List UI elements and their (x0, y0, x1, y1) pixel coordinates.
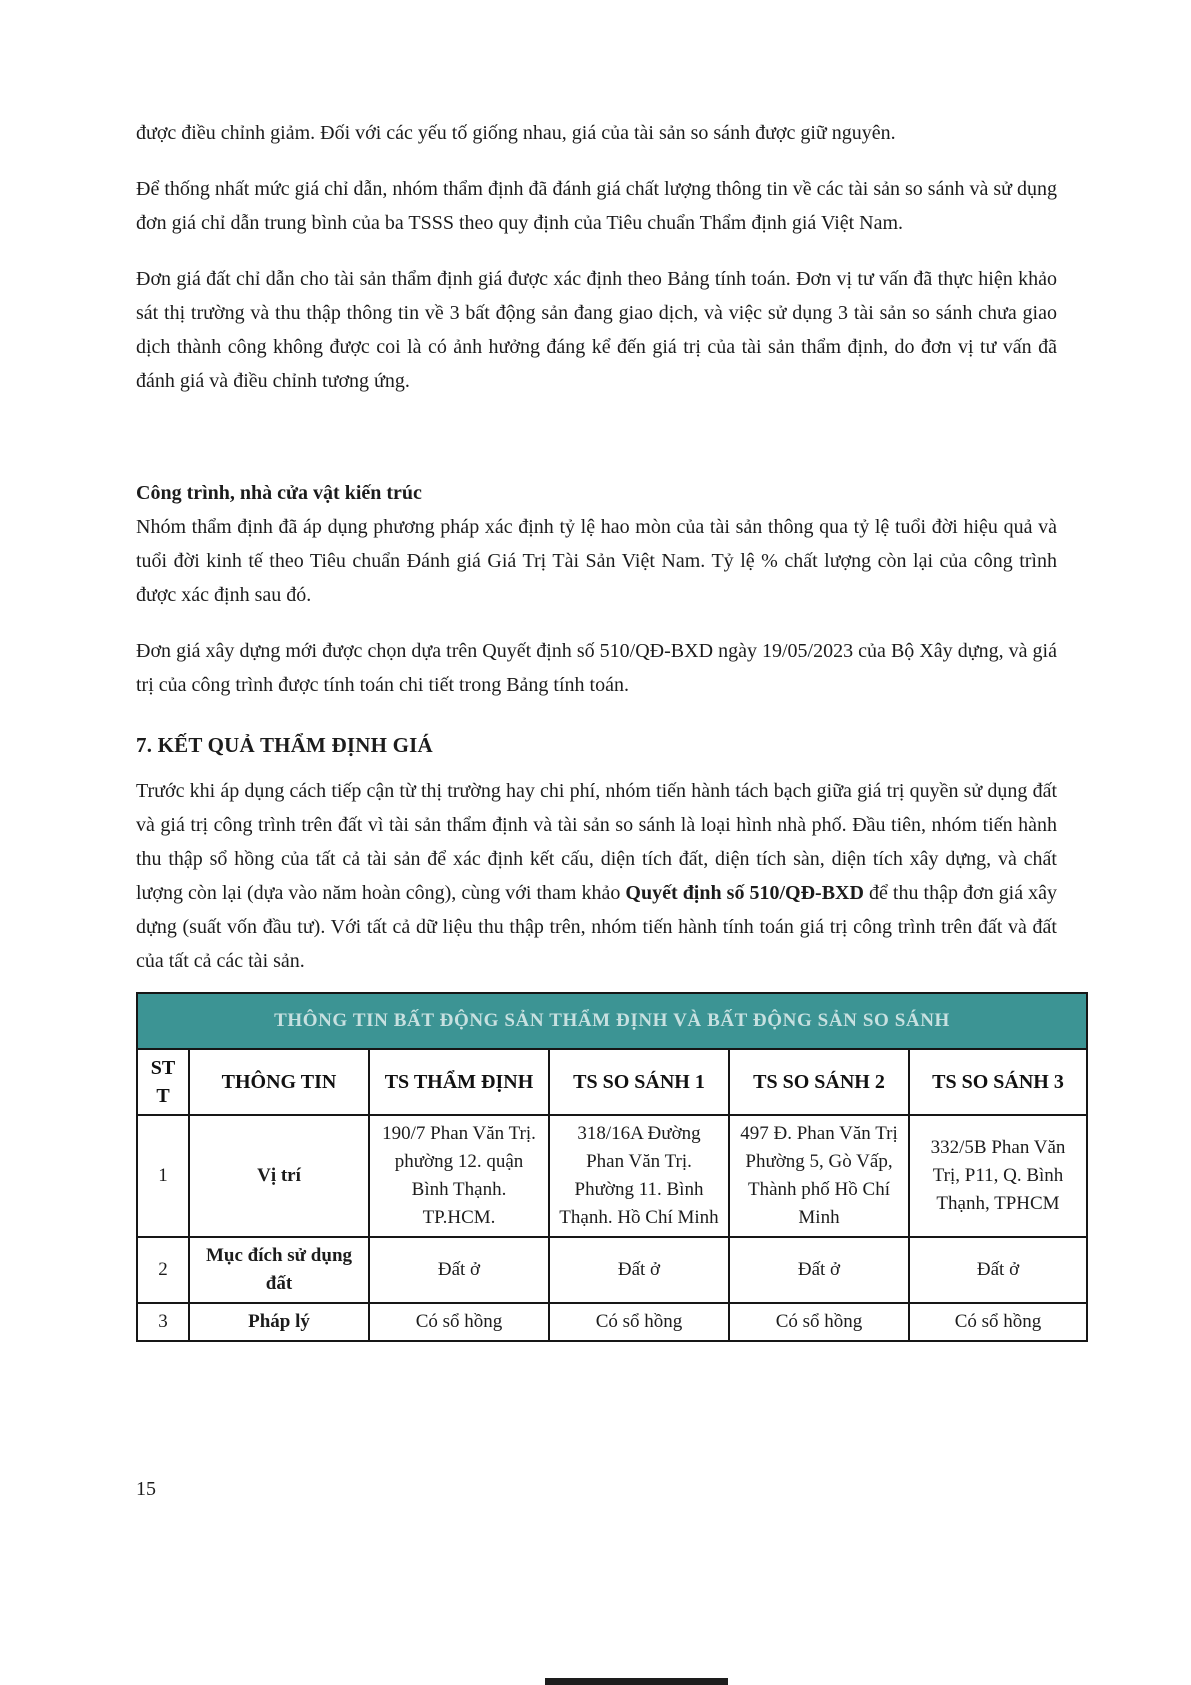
location-comp-3: 332/5B Phan Văn Trị, P11, Q. Bình Thạnh, TPHCM (909, 1115, 1087, 1237)
next-page-table-edge (545, 1678, 728, 1685)
table-title-row (137, 993, 1087, 1049)
col-header-ts-tham-dinh: TS THẨM ĐỊNH (369, 1049, 549, 1115)
legal-comp-2: Có sổ hồng (729, 1303, 909, 1341)
land-use-comp-1: Đất ở (549, 1237, 729, 1303)
location-subject: 190/7 Phan Văn Trị. phường 12. quận Bình Thạnh. TP.HCM. (369, 1115, 549, 1237)
table-row-location (137, 1115, 1087, 1237)
paragraph-valuation-approach (136, 774, 1057, 978)
row-number: 1 (137, 1115, 189, 1237)
land-use-comp-2: Đất ở (729, 1237, 909, 1303)
row-label-location: Vị trí (189, 1115, 369, 1237)
table-row-legal (137, 1303, 1087, 1341)
section-heading-valuation-result: 7. KẾT QUẢ THẨM ĐỊNH GIÁ (136, 733, 433, 757)
col-header-ts-so-sanh-2: TS SO SÁNH 2 (729, 1049, 909, 1115)
location-comp-1: 318/16A Đường Phan Văn Trị. Phường 11. Bình Thạnh. Hồ Chí Minh (549, 1115, 729, 1237)
land-use-comp-3: Đất ở (909, 1237, 1087, 1303)
col-header-stt: STT (137, 1049, 189, 1115)
property-info-table (136, 992, 1088, 1342)
row-number: 2 (137, 1237, 189, 1303)
col-header-thong-tin: THÔNG TIN (189, 1049, 369, 1115)
col-header-ts-so-sanh-1: TS SO SÁNH 1 (549, 1049, 729, 1115)
paragraph-depreciation-method: Nhóm thẩm định đã áp dụng phương pháp xác định tỷ lệ hao mòn của tài sản thông qua tỷ lệ tuổi đời hiệu quả và tuổi đời kinh tế theo Tiêu chuẩn Đánh giá Giá Trị Tài Sản Việt Nam. Tỷ lệ % chất lượng còn lại của công trình được xác định sau đó. (136, 516, 1057, 606)
legal-comp-3: Có sổ hồng (909, 1303, 1087, 1341)
paragraph-valuation-approach-text-before: Trước khi áp dụng cách tiếp cận từ thị trường hay chi phí, nhóm tiến hành tách bạch giữa giá trị quyền sử dụng đất và giá trị công trình trên đất vì tài sản thẩm định và tài sản so sánh là loại hình nhà phố. Đầu tiên, nhóm tiến hành thu thập sổ hồng của tất cả tài sản để xác định kết cấu, diện tích đất, diện tích sàn, diện tích xây dựng, và chất lượng còn lại (dựa vào năm hoàn công), cùng với tham khảo (136, 780, 1057, 904)
paragraph-land-unit-price: Đơn giá đất chỉ dẫn cho tài sản thẩm định giá được xác định theo Bảng tính toán. Đơn vị tư vấn đã thực hiện khảo sát thị trường và thu thập thông tin về 3 bất động sản đang giao dịch, và việc sử dụng 3 tài sản so sánh chưa giao dịch thành công không được coi là có ảnh hưởng đáng kể đến giá trị của tài sản thẩm định, do đơn vị tư vấn đã đánh giá và điều chỉnh tương ứng. (136, 268, 1057, 392)
legal-comp-1: Có sổ hồng (549, 1303, 729, 1341)
table-header-row (137, 1049, 1087, 1115)
location-comp-2: 497 Đ. Phan Văn Trị Phường 5, Gò Vấp, Thành phố Hồ Chí Minh (729, 1115, 909, 1237)
paragraph-valuation-approach-text-after: để thu thập đơn giá xây dựng (suất vốn đầu tư). Với tất cả dữ liệu thu thập trên, nhóm tiến hành tính toán giá trị công trình trên đất và đất của tất cả các tài sản. (136, 882, 1058, 972)
decision-reference-bold: Quyết định số 510/QĐ-BXD (625, 882, 864, 904)
legal-subject: Có sổ hồng (369, 1303, 549, 1341)
paragraph-construction-price-basis: Đơn giá xây dựng mới được chọn dựa trên Quyết định số 510/QĐ-BXD ngày 19/05/2023 của Bộ Xây dựng, và giá trị của công trình được tính toán chi tiết trong Bảng tính toán. (136, 640, 1057, 696)
row-number: 3 (137, 1303, 189, 1341)
row-label-legal: Pháp lý (189, 1303, 369, 1341)
section-heading-construction: Công trình, nhà cửa vật kiến trúc (136, 482, 422, 504)
table-title: THÔNG TIN BẤT ĐỘNG SẢN THẨM ĐỊNH VÀ BẤT ĐỘNG SẢN SO SÁNH (137, 993, 1087, 1049)
page-number: 15 (136, 1478, 156, 1500)
land-use-subject: Đất ở (369, 1237, 549, 1303)
col-header-ts-so-sanh-3: TS SO SÁNH 3 (909, 1049, 1087, 1115)
paragraph-adjustment-note: được điều chỉnh giảm. Đối với các yếu tố giống nhau, giá của tài sản so sánh được giữ nguyên. (136, 122, 896, 144)
paragraph-unified-price: Để thống nhất mức giá chỉ dẫn, nhóm thẩm định đã đánh giá chất lượng thông tin về các tài sản so sánh và sử dụng đơn giá chỉ dẫn trung bình của ba TSSS theo quy định của Tiêu chuẩn Thẩm định giá Việt Nam. (136, 178, 1057, 234)
row-label-land-use: Mục đích sử dụng đất (189, 1237, 369, 1303)
table-row-land-use (137, 1237, 1087, 1303)
